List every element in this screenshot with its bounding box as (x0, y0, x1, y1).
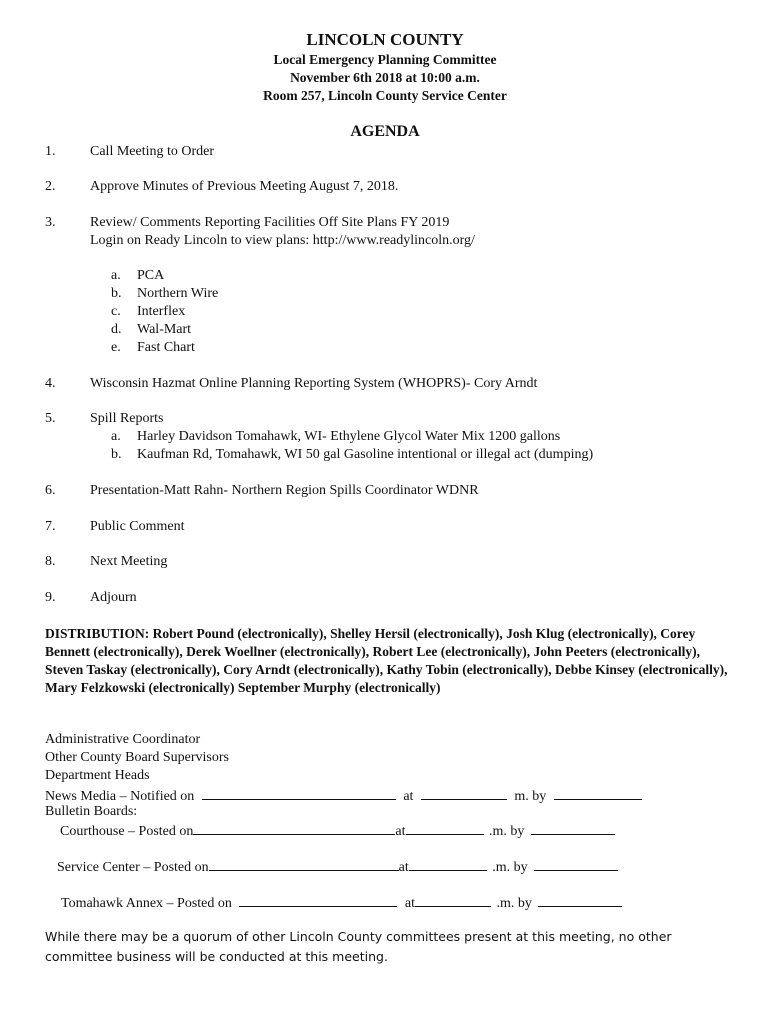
committee-name: Local Emergency Planning Committee (273, 52, 497, 67)
facility-name: Wal-Mart (137, 322, 192, 337)
item-number: 7. (45, 519, 56, 534)
service-center-label: Service Center – Posted on (57, 860, 209, 875)
item-text: Review/ Comments Reporting Facilities Off Site Plans FY 2019 (90, 215, 450, 230)
facility-item (111, 285, 218, 303)
news-by-blank[interactable] (554, 785, 642, 800)
facility-item (111, 321, 191, 339)
at-label: at (395, 824, 406, 839)
facility-name: Northern Wire (137, 286, 219, 301)
meeting-datetime: November 6th 2018 at 10:00 a.m. (290, 70, 480, 85)
facility-name: Fast Chart (137, 340, 195, 355)
spill-letter: b. (111, 447, 122, 462)
service-center-date-blank[interactable] (209, 856, 399, 871)
recipient-admin: Administrative Coordinator (45, 732, 201, 747)
service-center-row (57, 856, 618, 877)
item-number: 3. (45, 215, 56, 230)
news-time-blank[interactable] (421, 785, 507, 800)
item-text-login: Login on Ready Lincoln to view plans: http://www.readylincoln.org/ (90, 233, 475, 248)
spill-item (111, 428, 560, 446)
item-number: 8. (45, 554, 56, 569)
courthouse-row (60, 820, 615, 841)
mby-label: m. by (514, 789, 547, 804)
facility-letter: c. (111, 304, 121, 319)
item-text: Wisconsin Hazmat Online Planning Reporting System (WHOPRS)- Cory Arndt (90, 376, 538, 391)
distribution-list: DISTRIBUTION: Robert Pound (electronically), Shelley Hersil (electronically), Josh Klug (electronically), Corey Bennett (electronically), Derek Woellner (electronically), Robert Lee (electronically), John Peeters (electronically), Steven Taskay (electronically), Cory Arndt (electronically), Kathy Tobin (electronically), Debbe Kinsey (electronically), Mary Felzkowski (electronically) September Murphy (electronically) (45, 626, 728, 695)
news-date-blank[interactable] (202, 785, 396, 800)
service-center-by-blank[interactable] (534, 856, 618, 871)
tomahawk-annex-time-blank[interactable] (415, 892, 491, 907)
service-center-time-blank[interactable] (409, 856, 487, 871)
bulletin-boards-label: Bulletin Boards: (45, 804, 138, 819)
facility-item (111, 339, 195, 357)
item-number: 1. (45, 144, 56, 159)
courthouse-time-blank[interactable] (406, 820, 484, 835)
item-number: 9. (45, 590, 56, 605)
mby-label: .m. by (492, 860, 528, 875)
item-number: 2. (45, 179, 56, 194)
courthouse-label: Courthouse – Posted on (60, 824, 194, 839)
mby-label: .m. by (496, 896, 532, 911)
tomahawk-annex-by-blank[interactable] (538, 892, 622, 907)
facility-letter: b. (111, 286, 122, 301)
facility-name: PCA (137, 268, 165, 283)
meeting-location: Room 257, Lincoln County Service Center (263, 88, 507, 103)
facility-letter: e. (111, 340, 121, 355)
at-label: at (398, 860, 409, 875)
facility-letter: d. (111, 322, 122, 337)
spill-text: Kaufman Rd, Tomahawk, WI 50 gal Gasoline intentional or illegal act (dumping) (137, 447, 594, 462)
item-text: Presentation-Matt Rahn- Northern Region Spills Coordinator WDNR (90, 483, 479, 498)
item-text: Spill Reports (90, 411, 164, 426)
facility-letter: a. (111, 268, 121, 283)
mby-label: .m. by (489, 824, 525, 839)
spill-text: Harley Davidson Tomahawk, WI- Ethylene Glycol Water Mix 1200 gallons (137, 429, 561, 444)
courthouse-by-blank[interactable] (531, 820, 615, 835)
agenda-title: AGENDA (350, 123, 420, 140)
item-text: Adjourn (90, 590, 137, 605)
courthouse-date-blank[interactable] (193, 820, 395, 835)
county-title: LINCOLN COUNTY (306, 30, 464, 49)
item-number: 6. (45, 483, 56, 498)
recipient-supervisors: Other County Board Supervisors (45, 750, 229, 765)
quorum-note: While there may be a quorum of other Lincoln County committees present at this meeting, no other committee business will be conducted at this meeting. (45, 929, 672, 964)
facility-item (111, 267, 164, 285)
item-number: 5. (45, 411, 56, 426)
item-text: Call Meeting to Order (90, 144, 215, 159)
facility-name: Interflex (137, 304, 186, 319)
at-label: at (403, 789, 414, 804)
item-text: Public Comment (90, 519, 185, 534)
spill-item (111, 446, 593, 464)
item-number: 4. (45, 376, 56, 391)
at-label: at (404, 896, 416, 911)
tomahawk-annex-date-blank[interactable] (239, 892, 397, 907)
spill-letter: a. (111, 429, 121, 444)
item-text: Approve Minutes of Previous Meeting August 7, 2018. (90, 179, 399, 194)
recipient-department-heads: Department Heads (45, 768, 150, 783)
tomahawk-annex-label: Tomahawk Annex – Posted on (61, 896, 232, 911)
item-text: Next Meeting (90, 554, 168, 569)
tomahawk-annex-row (61, 892, 622, 913)
facility-item (111, 303, 185, 321)
news-media-label: News Media – Notified on (45, 789, 195, 804)
